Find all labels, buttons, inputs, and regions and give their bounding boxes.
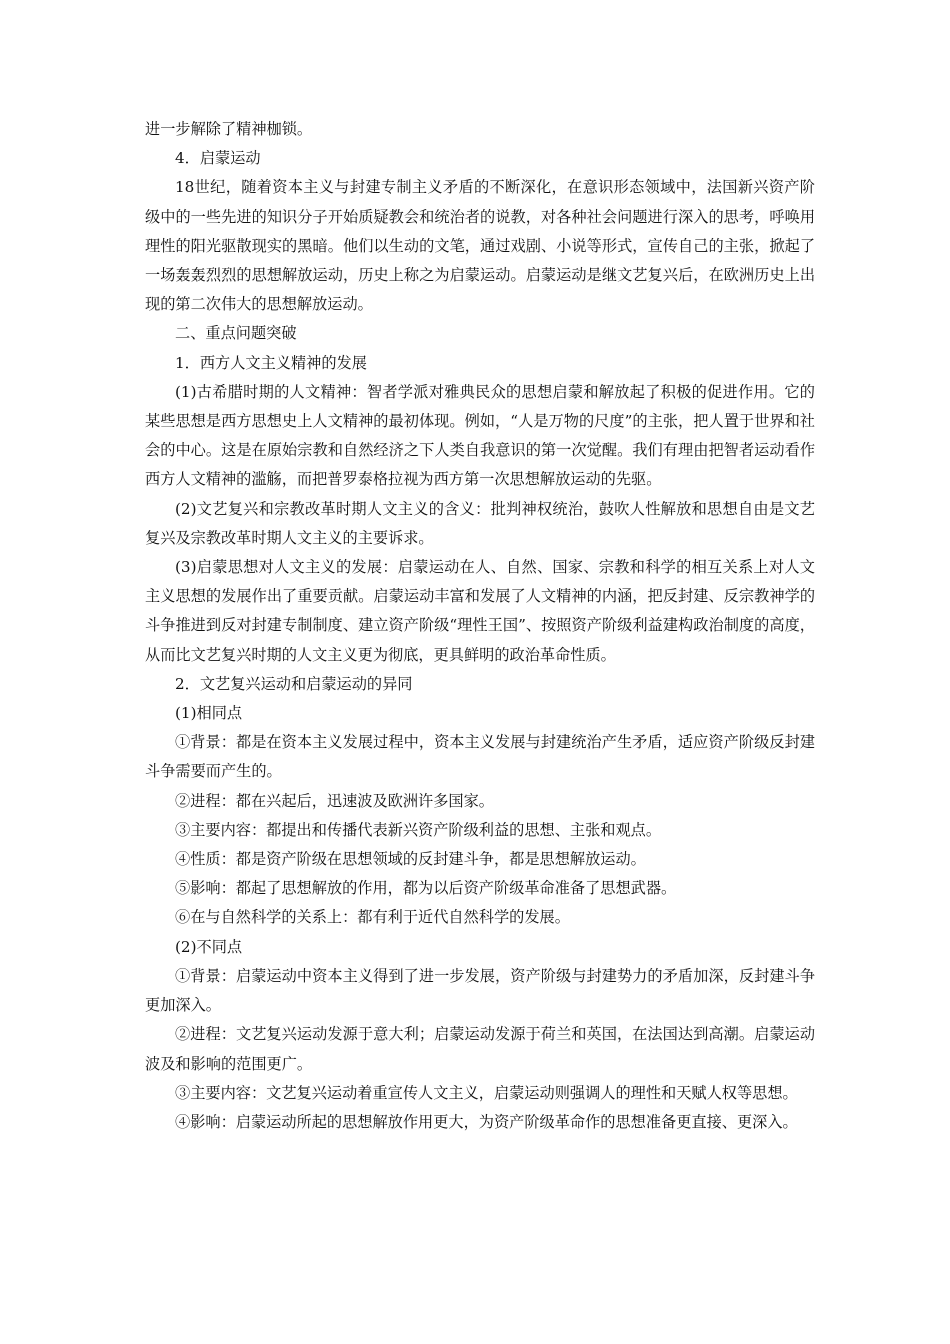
- list-item-similarity-content: ③主要内容：都提出和传播代表新兴资产阶级利益的思想、主张和观点。: [175, 820, 661, 839]
- subheading-humanism-development: 1．西方人文主义精神的发展: [175, 353, 367, 372]
- document-body: [145, 115, 815, 1137]
- paragraph-ancient-greece: (1)古希腊时期的人文精神：智者学派对雅典民众的思想启蒙和解放起了积极的促进作用。它的某些思想是西方思想史上人文精神的最初体现。例如，“人是万物的尺度”的主张，把人置于世界和社会的中心。这是在原始宗教和自然经济之下人类自我意识的第一次觉醒。我们有理由把智者运动看作西方人文精神的滥觞，而把普罗泰格拉视为西方第一次思想解放运动的先驱。: [145, 382, 815, 489]
- list-item-difference-content: ③主要内容：文艺复兴运动着重宣传人文主义，启蒙运动则强调人的理性和天赋人权等思想。: [175, 1083, 798, 1102]
- subheading-similarities: (1)相同点: [175, 704, 243, 723]
- list-item-difference-impact: ④影响：启蒙运动所起的思想解放作用更大，为资产阶级革命作的思想准备更直接、更深入。: [175, 1112, 798, 1131]
- section-heading-key-issues: 二、重点问题突破: [175, 324, 297, 343]
- subheading-comparison: 2．文艺复兴运动和启蒙运动的异同: [175, 674, 413, 693]
- list-item-similarity-nature: ④性质：都是资产阶级在思想领域的反封建斗争，都是思想解放运动。: [175, 850, 646, 869]
- list-item-similarity-science: ⑥在与自然科学的关系上：都有利于近代自然科学的发展。: [175, 908, 570, 927]
- list-item-similarity-process: ②进程：都在兴起后，迅速波及欧洲许多国家。: [175, 791, 494, 810]
- list-item-difference-background: ①背景：启蒙运动中资本主义得到了进一步发展，资产阶级与封建势力的矛盾加深，反封建斗争更加深入。: [145, 966, 815, 1015]
- paragraph-continuation: 进一步解除了精神枷锁。: [145, 120, 313, 138]
- paragraph-renaissance-reformation: (2)文艺复兴和宗教改革时期人文主义的含义：批判神权统治，鼓吹人性解放和思想自由是文艺复兴及宗教改革时期人文主义的主要诉求。: [145, 499, 815, 547]
- list-item-similarity-background: ①背景：都是在资本主义发展过程中，资本主义发展与封建统治产生矛盾，适应资产阶级反封建斗争需要而产生的。: [145, 733, 815, 781]
- heading-enlightenment: 4．启蒙运动: [175, 149, 261, 168]
- paragraph-enlightenment: 18世纪，随着资本主义与封建专制主义矛盾的不断深化，在意识形态领域中，法国新兴资产阶级中的一些先进的知识分子开始质疑教会和统治者的说教，对各种社会问题进行深入的思考，呼唤用理性的阳光驱散现实的黑暗。他们以生动的文笔，通过戏剧、小说等形式，宣传自己的主张，掀起了一场轰轰烈烈的思想解放运动，历史上称之为启蒙运动。启蒙运动是继文艺复兴后，在欧洲历史上出现的第二次伟大的思想解放运动。: [145, 178, 815, 314]
- subheading-differences: (2)不同点: [175, 937, 243, 956]
- list-item-difference-process: ②进程：文艺复兴运动发源于意大利；启蒙运动发源于荷兰和英国，在法国达到高潮。启蒙运动波及和影响的范围更广。: [145, 1025, 815, 1073]
- list-item-similarity-impact: ⑤影响：都起了思想解放的作用，都为以后资产阶级革命准备了思想武器。: [175, 879, 677, 898]
- paragraph-enlightenment-thought: (3)启蒙思想对人文主义的发展：启蒙运动在人、自然、国家、宗教和科学的相互关系上对人文主义思想的发展作出了重要贡献。启蒙运动丰富和发展了人文精神的内涵，把反封建、反宗教神学的斗争推进到反对封建专制制度、建立资产阶级“理性王国”、按照资产阶级利益建构政治制度的高度，从而比文艺复兴时期的人文主义更为彻底，更具鲜明的政治革命性质。: [145, 558, 815, 664]
